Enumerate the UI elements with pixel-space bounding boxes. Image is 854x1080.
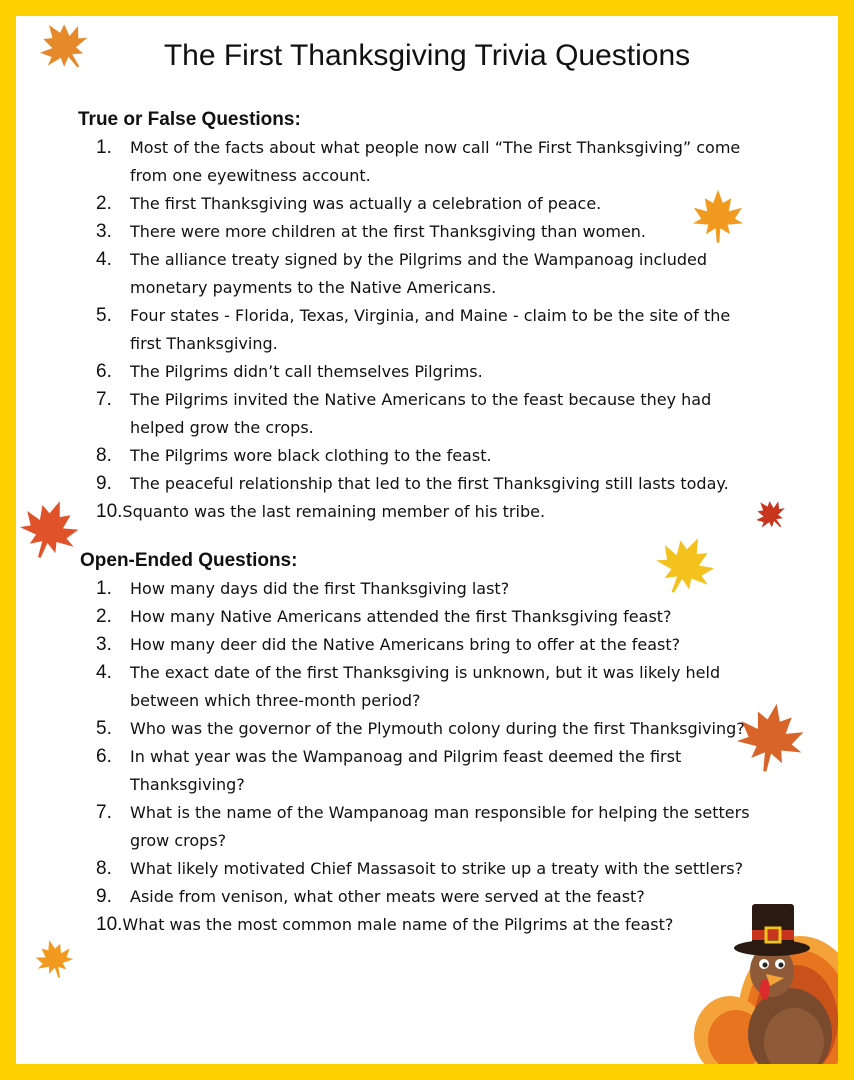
maple-leaf-icon [32,936,76,980]
question-item [96,855,756,883]
question-item [96,911,756,939]
question-text: What likely motivated Chief Massasoit to strike up a treaty with the settlers? [130,859,744,878]
question-item [96,386,756,442]
open-ended-heading: Open-Ended Questions: [80,550,298,571]
question-text: Squanto was the last remaining member of his tribe. [122,502,546,521]
question-number: 7. [96,389,112,410]
question-item [96,358,756,386]
maple-leaf-icon [732,696,810,776]
question-number: 4. [96,249,112,270]
question-text: How many days did the first Thanksgiving last? [130,579,510,598]
question-number: 8. [96,445,112,466]
question-number: 1. [96,578,112,599]
question-item [96,246,756,302]
question-text: The Pilgrims wore black clothing to the feast. [130,446,492,465]
question-number: 2. [96,606,112,627]
question-item [96,134,756,190]
question-number: 3. [96,634,112,655]
question-text: The alliance treaty signed by the Pilgrims and the Wampanoag included monetary payments to the Native Americans. [130,250,708,297]
question-text: The Pilgrims didn’t call themselves Pilgrims. [130,362,483,381]
question-text: What is the name of the Wampanoag man responsible for helping the setters grow crops? [130,803,750,850]
question-text: The Pilgrims invited the Native Americans to the feast because they had helped grow the crops. [130,390,712,437]
question-number: 2. [96,193,112,214]
question-item [96,442,756,470]
question-number: 7. [96,802,112,823]
question-item [96,715,756,743]
question-number: 4. [96,662,112,683]
question-text: Aside from venison, what other meats were served at the feast? [130,887,645,906]
question-number: 5. [96,718,112,739]
question-number: 3. [96,221,112,242]
question-number: 10. [96,914,123,935]
question-item [96,218,756,246]
maple-leaf-icon [752,496,788,532]
question-text: How many deer did the Native Americans bring to offer at the feast? [130,635,681,654]
question-text: What was the most common male name of the Pilgrims at the feast? [122,915,674,934]
question-item [96,470,756,498]
question-number: 8. [96,858,112,879]
question-number: 6. [96,746,112,767]
maple-leaf-icon [652,530,720,598]
question-number: 5. [96,305,112,326]
question-number: 10. [96,501,123,522]
question-item [96,631,756,659]
question-number: 6. [96,361,112,382]
question-text: Four states - Florida, Texas, Virginia, and Maine - claim to be the site of the first Thanksgiving. [130,306,731,353]
question-item [96,190,756,218]
question-item [96,743,756,799]
question-text: How many Native Americans attended the first Thanksgiving feast? [130,607,672,626]
true-false-list [96,134,756,526]
maple-leaf-icon [688,184,748,246]
question-text: The first Thanksgiving was actually a celebration of peace. [130,194,602,213]
maple-leaf-icon [34,16,92,74]
true-false-heading: True or False Questions: [78,109,301,130]
question-item [96,498,756,526]
question-number: 1. [96,137,112,158]
question-number: 9. [96,886,112,907]
question-text: Most of the facts about what people now call “The First Thanksgiving” come from one eyewitness account. [130,138,741,185]
turkey-pilgrim-hat-illustration [690,876,838,1064]
question-text: The peaceful relationship that led to the first Thanksgiving still lasts today. [130,474,729,493]
question-item [96,302,756,358]
maple-leaf-icon [16,494,84,562]
open-ended-list [96,575,756,939]
question-text: Who was the governor of the Plymouth colony during the first Thanksgiving? [130,719,745,738]
question-item [96,883,756,911]
question-item [96,603,756,631]
question-number: 9. [96,473,112,494]
question-item [96,799,756,855]
question-item [96,659,756,715]
question-text: There were more children at the first Thanksgiving than women. [130,222,647,241]
page-title: The First Thanksgiving Trivia Questions [163,39,691,72]
question-text: In what year was the Wampanoag and Pilgrim feast deemed the first Thanksgiving? [130,747,682,794]
question-text: The exact date of the first Thanksgiving is unknown, but it was likely held between which three-month period? [130,663,721,710]
